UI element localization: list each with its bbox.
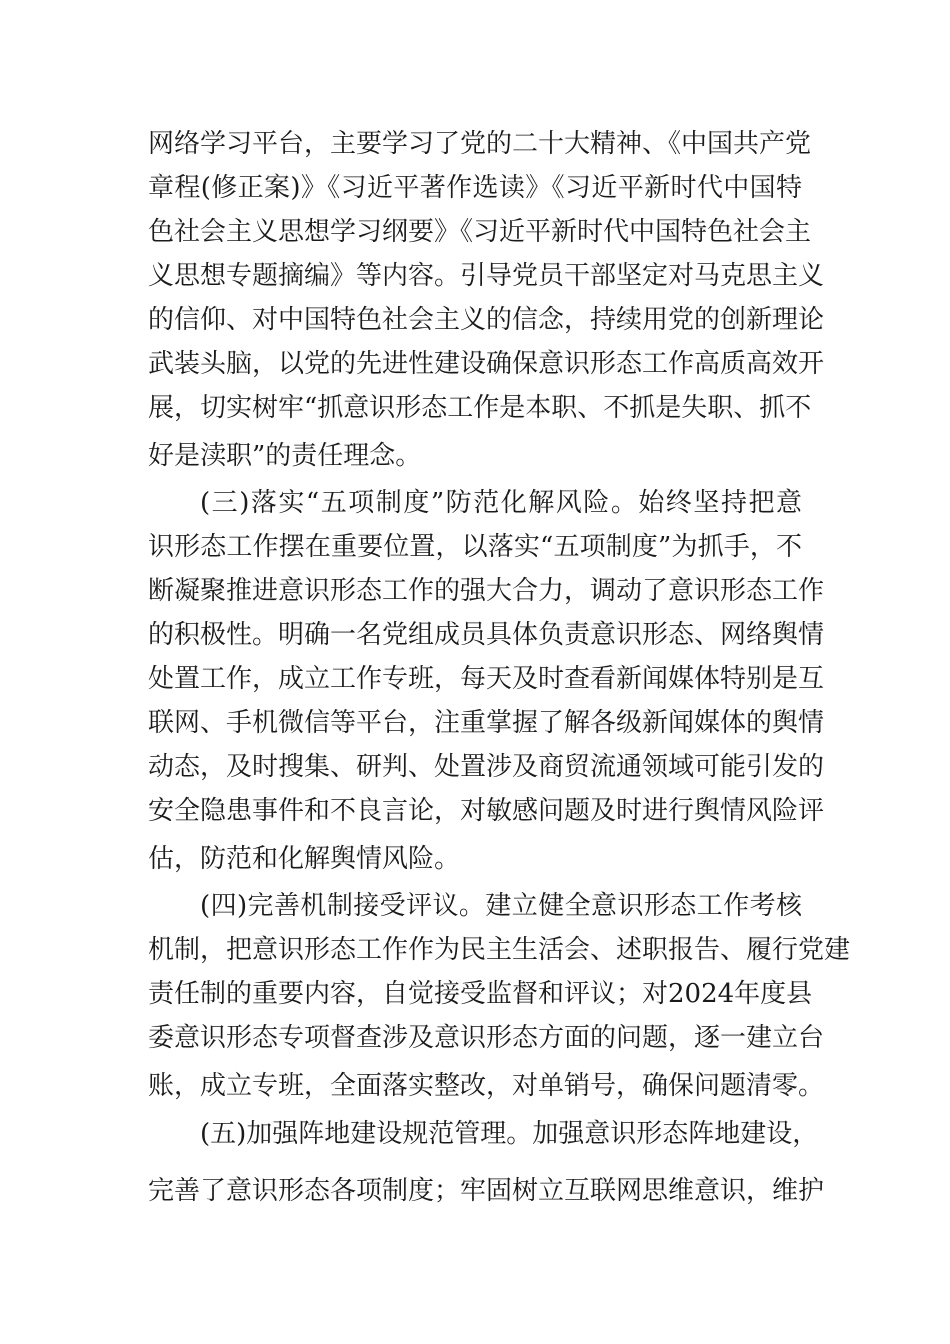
text-line: 处置工作，成立工作专班，每天及时查看新闻媒体特别是互 <box>148 664 825 694</box>
text-line: 动态，及时搜集、研判、处置涉及商贸流通领域可能引发的 <box>148 752 825 782</box>
text-line: 联网、手机微信等平台，注重掌握了解各级新闻媒体的舆情 <box>148 708 825 738</box>
text-line: 估，防范和化解舆情风险。 <box>148 844 461 874</box>
text-line: 展，切实树牢“抓意识形态工作是本职、不抓是失职、抓不 <box>148 393 812 423</box>
text-line: 好是渎职”的责任理念。 <box>148 441 422 471</box>
text-line: 账，成立专班，全面落实整改，对单销号，确保问题清零。 <box>148 1071 825 1101</box>
text-line: 识形态工作摆在重要位置，以落实“五项制度”为抓手，不 <box>148 532 802 562</box>
text-line: 委意识形态专项督查涉及意识形态方面的问题，逐一建立台 <box>148 1023 825 1053</box>
text-line: 武装头脑，以党的先进性建设确保意识形态工作高质高效开 <box>148 349 825 379</box>
paragraph-heading-line: (四)完善机制接受评议。建立健全意识形态工作考核 <box>200 891 802 921</box>
paragraph-heading-line: (五)加强阵地建设规范管理。加强意识形态阵地建设， <box>200 1119 819 1149</box>
text-line: 色社会主义思想学习纲要》《习近平新时代中国特色社会主 <box>148 217 812 247</box>
text-line: 机制，把意识形态工作作为民主生活会、述职报告、履行党建 <box>148 935 851 965</box>
text-line: 完善了意识形态各项制度；牢固树立互联网思维意识，维护 <box>148 1176 825 1206</box>
text-line: 断凝聚推进意识形态工作的强大合力，调动了意识形态工作 <box>148 576 825 606</box>
text-line: 义思想专题摘编》等内容。引导党员干部坚定对马克思主义 <box>148 261 825 291</box>
paragraph-heading-line: (三)落实“五项制度”防范化解风险。始终坚持把意 <box>200 488 802 518</box>
text-line: 网络学习平台，主要学习了党的二十大精神、《中国共产党 <box>148 129 812 159</box>
text-line: 章程(修正案)》《习近平著作选读》《习近平新时代中国特 <box>148 173 802 203</box>
text-line: 的积极性。明确一名党组成员具体负责意识形态、网络舆情 <box>148 620 825 650</box>
text-line: 的信仰、对中国特色社会主义的信念，持续用党的创新理论 <box>148 305 825 335</box>
text-line: 责任制的重要内容，自觉接受监督和评议；对2024年度县 <box>148 979 813 1009</box>
text-line: 安全隐患事件和不良言论，对敏感问题及时进行舆情风险评 <box>148 796 825 826</box>
